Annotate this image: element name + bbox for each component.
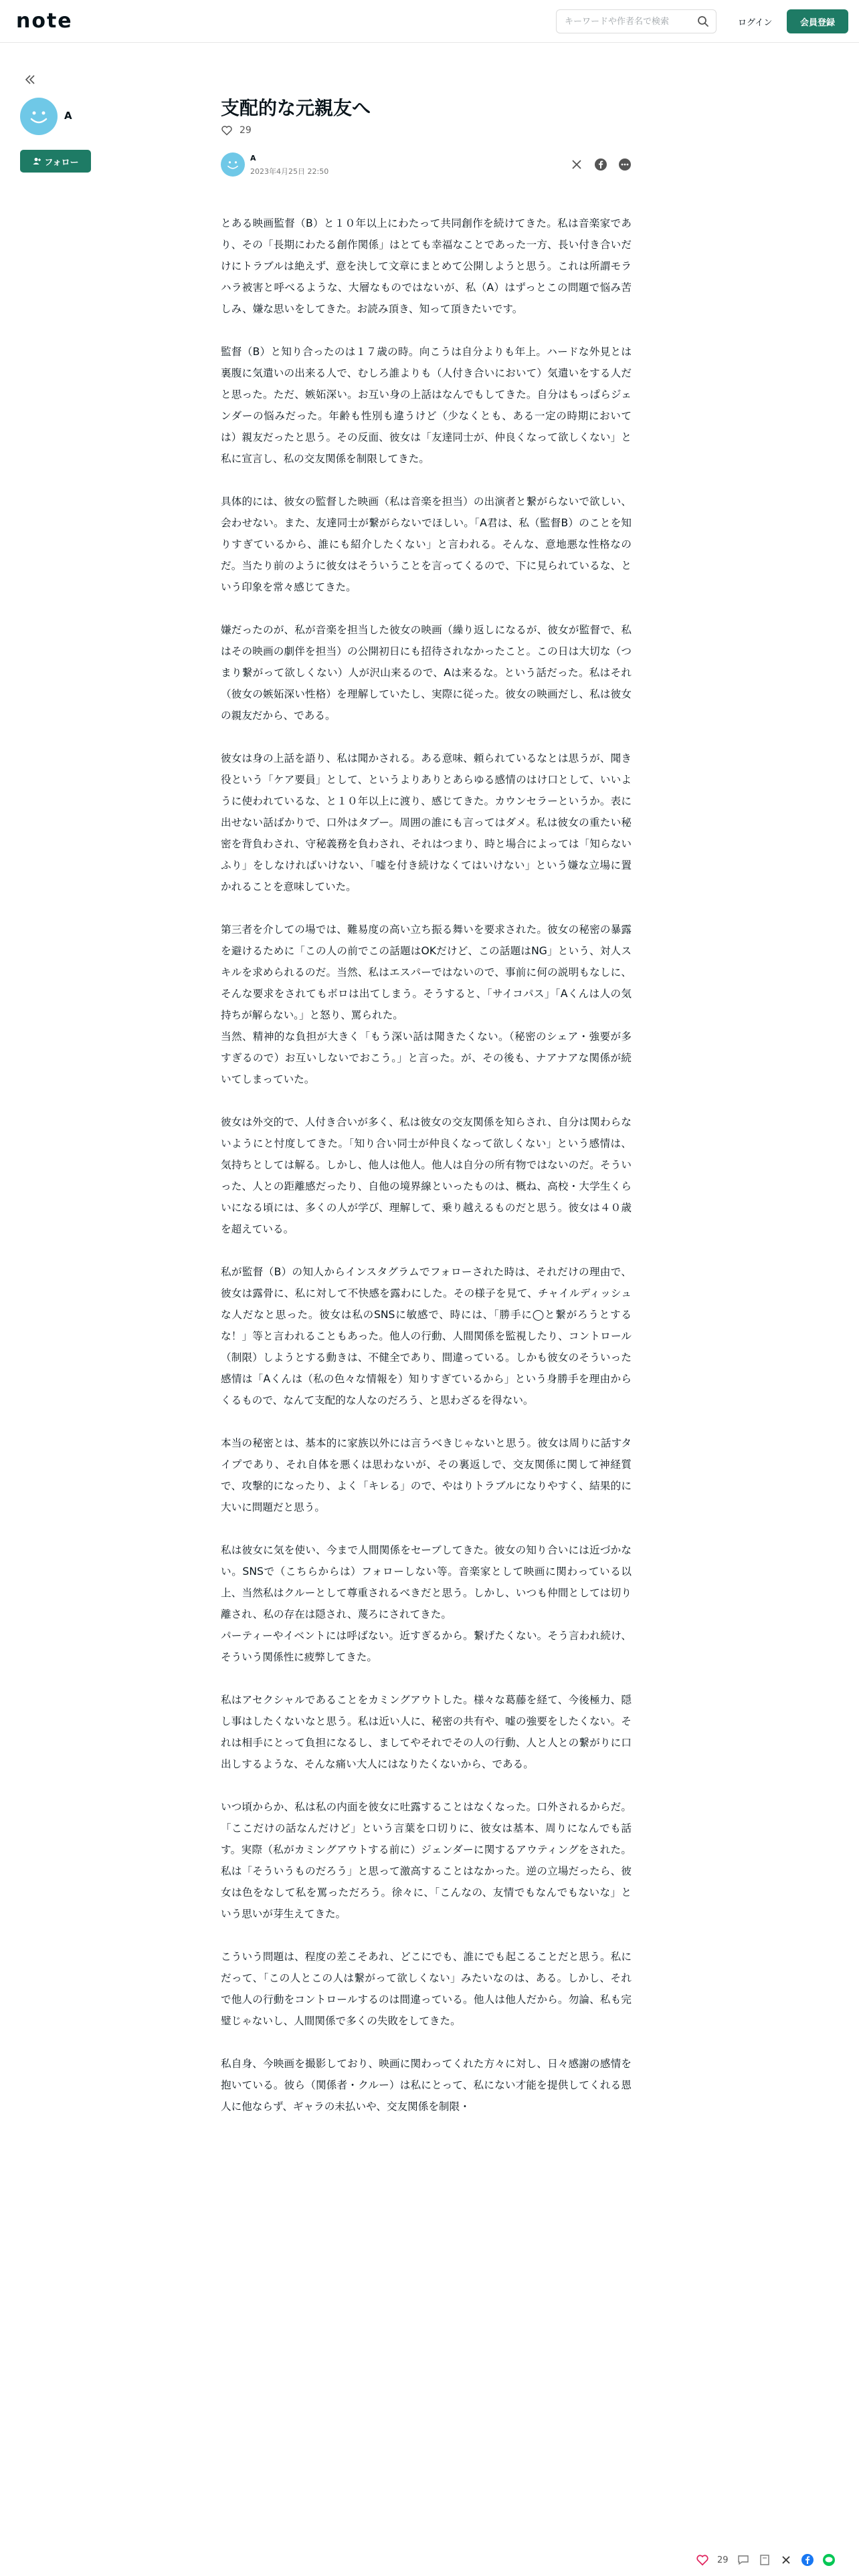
facebook-share-icon[interactable] [801, 2553, 814, 2567]
share-icons [570, 158, 632, 171]
comment-icon[interactable] [737, 2553, 750, 2567]
magazine-icon[interactable] [758, 2553, 771, 2567]
article-title: 支配的な元親友へ [221, 97, 371, 119]
article-paragraph: 具体的には、彼女の監督した映画（私は音楽を担当）の出演者と繋がらないで欲しい、会わせない。また、友達同士が繋がらないでほしい。「A君は、私（監督B）のことを知りすぎているから、誰にも紹介したくない」と言われる。そんな、意地悪な性格なのだ。当たり前のように彼女はそういうことを言ってくるので、下に見られているな、という印象を常々感じてきた。 [221, 496, 632, 593]
more-options-icon[interactable] [618, 158, 632, 171]
follow-button[interactable] [20, 150, 91, 173]
publish-date: 2023年4月25日 22:50 [250, 167, 329, 176]
smiley-avatar-icon [20, 98, 58, 135]
heart-icon[interactable] [221, 124, 233, 136]
article-paragraph: 私は彼女に気を使い、今まで人間関係をセーブしてきた。彼女の知り合いには近づかない。SNSで（こちらからは）フォローしない等。音楽家として映画に関わっている以上、当然私はクルーとして尊重されるべきだと思う。しかし、いつも仲間としては切り離され、私の存在は隠され、蔑ろにされてきた。 パーティーやイベントには呼ばない。近すぎるから。繋げたくない。そう言われ続け、そういう関係性に疲弊してきた。 [221, 1544, 632, 1663]
x-share-icon[interactable] [779, 2553, 793, 2567]
article-paragraph: いつ頃からか、私は私の内面を彼女に吐露することはなくなった。口外されるからだ。「ここだけの話なんだけど」という言葉を口切りに、彼女は基本、周りになんでも話す。実際（私がカミングアウトする前に）ジェンダーに関するアウティングをされた。私は「そういうものだろう」と思って激高することはなかった。逆の立場だったら、彼女は色をなして私を罵っただろう。徐々に、「こんなの、友情でもなんでもないな」という思いが芽生えてきた。 [221, 1801, 632, 1920]
follow-label: フォロー [44, 157, 79, 168]
article-paragraph: 第三者を介しての場では、難易度の高い立ち振る舞いを要求された。彼女の秘密の暴露を避けるために「この人の前でこの話題はOKだけど、この話題はNG」という、対人スキルを求められるのだ。当然、私はエスパーではないので、事前に何の説明もなしに、そんな要求をされてもボロは出てしまう。そうすると、「サイコパス」「Aくんは人の気持ちが解らない。」と怒り、罵られた。 当然、精神的な負担が大きく「もう深い話は聞きたくない。（秘密のシェア・強要が多すぎるので）お互いしないでおこう。」と言った。が、その後も、ナアナアな関係が続いてしまっていた。 [221, 924, 632, 1085]
author-avatar[interactable] [20, 98, 58, 135]
author-name[interactable]: A [250, 154, 256, 163]
signup-button[interactable]: 会員登録 [787, 9, 848, 33]
heart-like-icon[interactable] [696, 2553, 709, 2567]
line-share-icon[interactable] [822, 2553, 836, 2567]
article-paragraph: 彼女は外交的で、人付き合いが多く、私は彼女の交友関係を知らされ、自分は関わらないようにと忖度してきた。「知り合い同士が仲良くなって欲しくない」という感情は、気持ちとしては解る。しかし、他人は他人。他人は自分の所有物ではないのだ。そういった、人との距離感だったり、自他の境界線といったものは、概ね、高校・大学生くらいになる頃には、多くの人が学び、理解して、乗り越えるものだと思う。彼女は４０歳を超えている。 [221, 1116, 632, 1235]
author-small-avatar[interactable] [221, 152, 245, 177]
smiley-avatar-icon [221, 152, 245, 177]
note-logo[interactable]: note [16, 9, 73, 33]
author-row [221, 150, 632, 179]
search-icon[interactable] [697, 15, 709, 27]
login-button[interactable]: ログイン [738, 17, 773, 28]
article-body [221, 213, 632, 2139]
article-paragraph: 私が監督（B）の知人からインスタグラムでフォローされた時は、それだけの理由で、彼女は露骨に、私に対して不快感を露わにした。その様子を見て、チャイルディッシュな人だなと思った。彼女は私のSNSに敏感で、時には、「勝手に◯と繋がろうとするな！」等と言われることもあった。他人の行動、人間関係を監視したり、コントロール（制限）しようとする動きは、不健全であり、間違っている。しかも彼女のそういった感情は「Aくんは（私の色々な情報を）知りすぎているから」という身勝手を理由からくるもので、なんて支配的な人なのだろう、と思わざるを得ない。 [221, 1266, 632, 1406]
sidebar-author-name[interactable]: A [64, 110, 72, 122]
like-count: 29 [240, 125, 252, 136]
article-paragraph: 監督（B）と知り合ったのは１７歳の時。向こうは自分よりも年上。ハードな外見とは裏腹に気遣いの出来る人で、むしろ誰よりも（人付き合いにおいて）気遣いをする人だと思った。ただ、嫉妬深い。お互い身の上話はなんでもしてきた。自分はもっぱらジェンダーの悩みだった。年齢も性別も違うけど（少なくとも、ある一定の時期においては）親友だったと思う。その反面、彼女は「友達同士が、仲良くなって欲しくない」と私に宣言し、私の交友関係を制限してきた。 [221, 346, 632, 465]
site-header [0, 0, 859, 43]
article-paragraph: こういう問題は、程度の差こそあれ、どこにでも、誰にでも起こることだと思う。私にだって、「この人とこの人は繋がって欲しくない」みたいなのは、ある。しかし、それで他人の行動をコントロールするのは間違っている。他人は他人だから。勿論、私も完璧じゃないし、人間関係で多くの失敗をしてきた。 [221, 1951, 632, 2027]
article-paragraph: 嫌だったのが、私が音楽を担当した彼女の映画（繰り返しになるが、彼女が監督で、私はその映画の劇伴を担当）の公開初日にも招待されなかったこと。この日は大切な（つまり繋がって欲しくない）人が沢山来るので、Aは来るな。という話だった。私はそれ（彼女の嫉妬深い性格）を理解していたし、実際に従った。彼女の映画だし、私は彼女の親友だから、である。 [221, 624, 632, 722]
article-paragraph: 私自身、今映画を撮影しており、映画に関わってくれた方々に対し、日々感謝の感情を抱いている。彼ら（関係者・クルー）は私にとって、私にない才能を提供してくれる恩人に他ならず、ギャラの未払いや、交友関係を制限・ [221, 2058, 632, 2113]
bottom-like-count: 29 [717, 2555, 729, 2565]
like-row [221, 124, 252, 136]
article-paragraph: 本当の秘密とは、基本的に家族以外には言うべきじゃないと思う。彼女は周りに話すタイプであり、それ自体を悪くは思わないが、その裏返しで、交友関係に関して神経質で、攻撃的になったり、よく「キレる」ので、やはりトラブルになりやすく、結果的に大いに問題だと思う。 [221, 1437, 632, 1513]
x-share-icon[interactable] [570, 158, 583, 171]
article-paragraph: とある映画監督（B）と１０年以上にわたって共同創作を続けてきた。私は音楽家であり、その「長期にわたる創作関係」はとても幸福なことであった一方、長い付き合いだけにトラブルは絶えず、意を決して文章にまとめて公開しようと思う。これは所謂モラハラ被害と呼べるような、大層なものではないが、私（A）はずっとこの問題で悩み苦しみ、嫌な思いをしてきた。お読み頂き、知って頂きたいです。 [221, 217, 632, 315]
article-paragraph: 私はアセクシャルであることをカミングアウトした。様々な葛藤を経て、今後極力、隠し事はしたくないなと思う。私は近い人に、秘密の共有や、嘘の強要をしたくない。それは相手にとって負担になるし、ましてやそれでその人の行動、人と人との繋がりに口出しするような、そんな痛い大人にはなりたくないから、である。 [221, 1694, 632, 1770]
facebook-share-icon[interactable] [594, 158, 607, 171]
bottom-action-bar [696, 2548, 836, 2572]
add-user-icon [32, 156, 41, 166]
collapse-sidebar-icon[interactable] [23, 72, 37, 87]
search-box[interactable] [556, 9, 717, 33]
article-paragraph: 彼女は身の上話を語り、私は聞かされる。ある意味、頼られているなとは思うが、聞き役という「ケア要員」として、というよりありとあらゆる感情のはけ口として、いいように使われているな、と１０年以上に渡り、感じてきた。カウンセラーというか。表に出せない話ばかりで、口外はタブー。周囲の誰にも言ってはダメ。私は彼女の重たい秘密を背負わされ、守秘義務を負わされ、それはつまり、時と場合によっては「知らないふり」をしなければいけない、「嘘を付き続けなくてはいけない」という嫌な立場に置かれることを意味していた。 [221, 752, 632, 893]
search-input[interactable] [557, 10, 690, 33]
